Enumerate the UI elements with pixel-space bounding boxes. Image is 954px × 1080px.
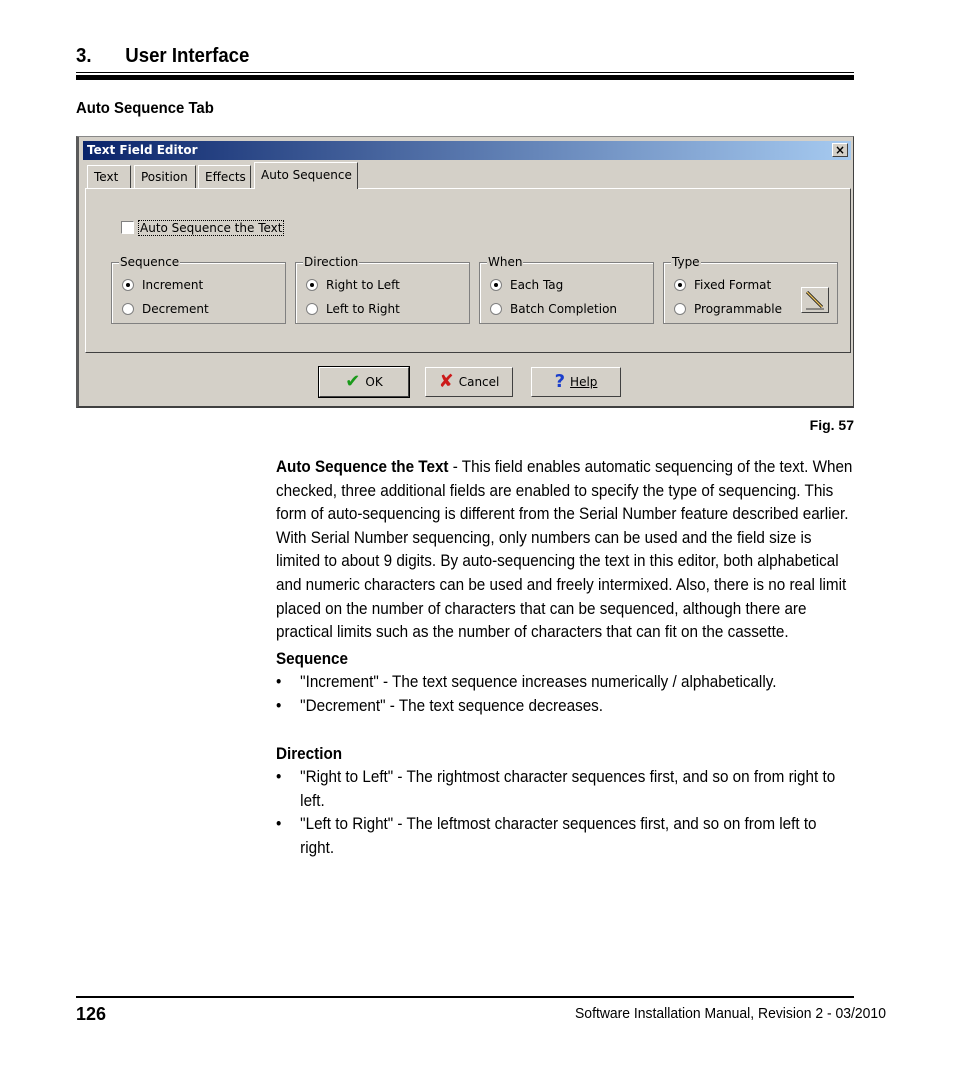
- dialog-titlebar[interactable]: [83, 141, 851, 160]
- list-item: • "Increment" - The text sequence increases numerically / alphabetically.: [276, 671, 853, 695]
- ok-button[interactable]: ✔ OK: [319, 367, 409, 397]
- figure-caption: Fig. 57: [809, 417, 854, 433]
- intro-term: Auto Sequence the Text: [276, 458, 449, 476]
- radio-empty-icon: [674, 303, 686, 315]
- close-button[interactable]: [832, 143, 848, 157]
- sequence-group: [111, 255, 286, 324]
- radio-empty-icon: [490, 303, 502, 315]
- tab-text[interactable]: Text: [87, 165, 131, 188]
- footer-rule: [76, 996, 854, 998]
- radio-selected-icon: [122, 279, 134, 291]
- radio-increment[interactable]: Increment: [122, 277, 203, 293]
- sequence-heading: Sequence: [276, 649, 349, 668]
- tab-auto-sequence[interactable]: Auto Sequence: [254, 162, 358, 189]
- radio-programmable[interactable]: Programmable: [674, 301, 782, 317]
- x-icon: ✘: [438, 371, 454, 392]
- question-icon: ?: [554, 371, 566, 392]
- checkbox-label: Auto Sequence the Text: [140, 221, 283, 235]
- checkbox-box[interactable]: [121, 221, 134, 234]
- edit-format-button[interactable]: [801, 287, 829, 313]
- radio-selected-icon: [674, 279, 686, 291]
- tab-effects[interactable]: Effects: [198, 165, 251, 188]
- radio-batch-completion[interactable]: Batch Completion: [490, 301, 617, 317]
- radio-selected-icon: [490, 279, 502, 291]
- sequence-list: [276, 671, 853, 718]
- radio-selected-icon: [306, 279, 318, 291]
- manual-reference: Software Installation Manual, Revision 2 - 03/2010: [575, 1005, 886, 1022]
- header-rule-thick: [76, 75, 854, 80]
- auto-sequence-checkbox[interactable]: [121, 220, 284, 236]
- intro-text: - This field enables automatic sequencing of the text. When checked, three additional fields are enabled to specify the type of sequencing. This form of auto-sequencing is different from the Serial Number feature described earlier. With Serial Number sequencing, only numbers can be used and the field size is limited to about 9 digits. By auto-sequencing the text in this editor, both alphabetical and numeric characters can be used and freely intermixed. Also, there is no real limit placed on the number of characters that can be sequenced, although there are practical limits such as the number of characters that can fit on the cassette.: [276, 458, 853, 642]
- radio-right-to-left[interactable]: Right to Left: [306, 277, 400, 293]
- chapter-number: 3.: [76, 45, 92, 67]
- direction-group: [295, 255, 470, 324]
- cancel-button[interactable]: ✘ Cancel: [425, 367, 513, 397]
- list-item: • "Left to Right" - The leftmost character sequences first, and so on from left to right.: [276, 813, 853, 860]
- dialog-title: Text Field Editor: [87, 143, 198, 157]
- type-legend: Type: [672, 255, 700, 269]
- radio-empty-icon: [122, 303, 134, 315]
- when-legend: When: [488, 255, 523, 269]
- pencil-icon: [802, 288, 828, 312]
- list-item: • "Right to Left" - The rightmost character sequences first, and so on from right to left.: [276, 766, 853, 813]
- help-button[interactable]: ? Help: [531, 367, 621, 397]
- type-group: [663, 255, 838, 324]
- section-title: Auto Sequence Tab: [76, 100, 214, 117]
- chapter-heading: [76, 45, 800, 71]
- direction-list: [276, 766, 853, 860]
- radio-empty-icon: [306, 303, 318, 315]
- page-number: 126: [76, 1004, 107, 1024]
- list-item: • "Decrement" - The text sequence decreases.: [276, 695, 853, 719]
- chapter-title: User Interface: [125, 45, 250, 67]
- body-text: [276, 456, 853, 861]
- sequence-legend: Sequence: [120, 255, 180, 269]
- direction-legend: Direction: [304, 255, 359, 269]
- close-icon: ×: [834, 143, 846, 157]
- when-group: [479, 255, 654, 324]
- header-rule-thin: [76, 72, 854, 73]
- checkmark-icon: ✔: [345, 371, 361, 392]
- radio-fixed-format[interactable]: Fixed Format: [674, 277, 771, 293]
- radio-each-tag[interactable]: Each Tag: [490, 277, 563, 293]
- direction-heading: Direction: [276, 744, 343, 763]
- tab-position[interactable]: Position: [134, 165, 196, 188]
- text-field-editor-dialog: [76, 136, 854, 408]
- intro-paragraph: [276, 456, 853, 645]
- radio-decrement[interactable]: Decrement: [122, 301, 209, 317]
- radio-left-to-right[interactable]: Left to Right: [306, 301, 400, 317]
